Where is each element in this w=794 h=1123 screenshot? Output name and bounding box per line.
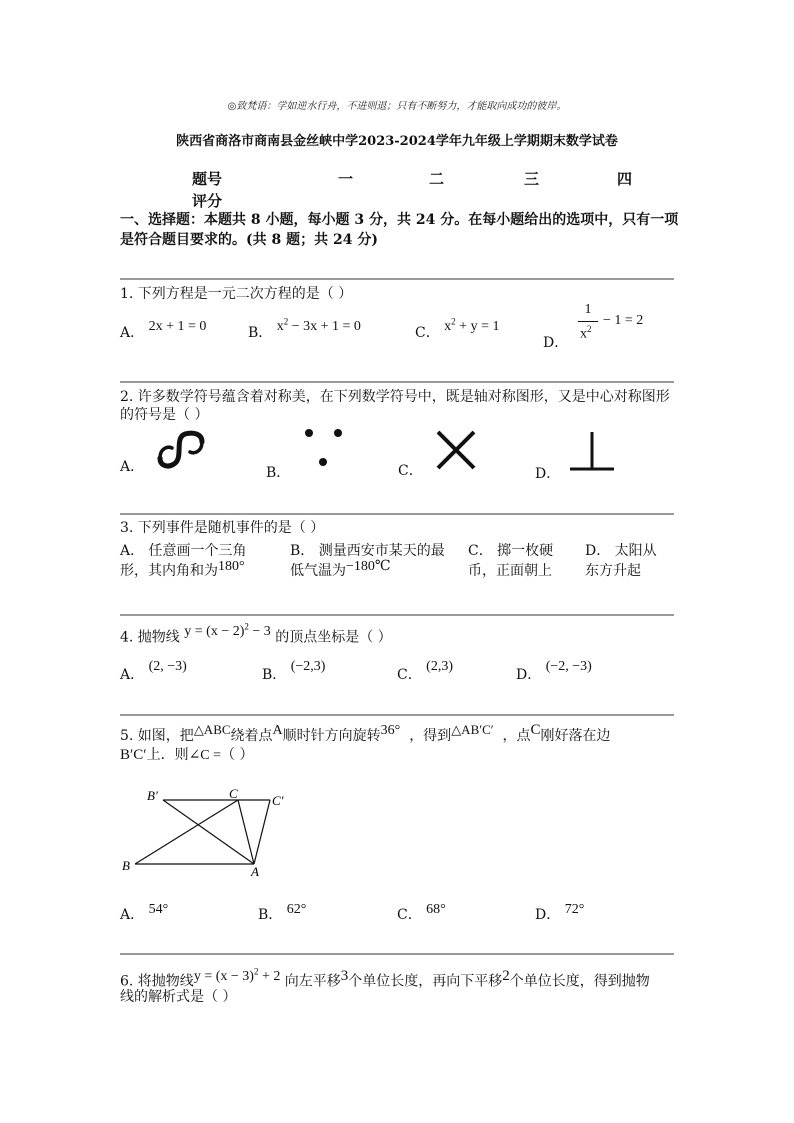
- q3-d-line1: D． 太阳从: [585, 543, 657, 559]
- q4-option-c: [397, 659, 453, 684]
- q2-stem-line1: 2. 许多数学符号蕴含着对称美，在下列数学符号中，既是轴对称图形，又是中心对称图形: [120, 389, 670, 405]
- q5-b-label: B．: [258, 907, 283, 923]
- q4-stem-post: 的顶点坐标是（ ）: [275, 629, 392, 646]
- q4-a-label: A．: [120, 667, 145, 683]
- q4-b-label: B．: [262, 667, 287, 683]
- q3-c-line2: 币，正面朝上: [468, 563, 552, 579]
- q5-fig-label-a: A: [251, 864, 259, 878]
- q6-left-shift: 3: [340, 967, 349, 984]
- q1-c-math-post: + y = 1: [455, 319, 500, 334]
- score-table-score-label: 评分: [192, 192, 223, 210]
- q4-d-label: D．: [516, 667, 542, 683]
- q6-text-2: 向左平移: [284, 973, 341, 990]
- q5-text-8: （ ）: [221, 747, 254, 763]
- q2-a-label: A．: [120, 459, 145, 475]
- q5-b-value: 62°: [286, 902, 307, 917]
- q3-b-text: 低气温为: [290, 563, 346, 579]
- question-divider: [120, 513, 674, 515]
- q1-d-den-base: x: [580, 326, 587, 342]
- q1-d-denominator: [580, 324, 592, 343]
- q6-math-pre: y = (x − 3): [193, 968, 254, 984]
- q2-b-label: B．: [266, 465, 291, 481]
- q5-stem-line2: [120, 746, 254, 765]
- score-table-col-3: 三: [524, 170, 540, 188]
- q5-text-6: 刚好落在边: [540, 728, 611, 744]
- q4-option-b: [262, 659, 326, 684]
- q1-b-math-pre: x: [276, 319, 284, 334]
- q5-fig-edge-bc: [135, 800, 238, 864]
- question-divider: [120, 278, 674, 280]
- score-table-col-4: 四: [617, 170, 633, 188]
- q4-option-a: [120, 659, 187, 684]
- q3-b-line2: [290, 561, 445, 582]
- score-table-col-1: 一: [338, 170, 354, 188]
- q4-a-value: (2, −3): [148, 659, 187, 674]
- exam-title: 陕西省商洛市商南县金丝峡中学2023-2024学年九年级上学期期末数学试卷: [176, 134, 618, 149]
- question-divider: [120, 381, 674, 383]
- q2-c-label: C．: [398, 463, 423, 479]
- q1-b-math-post: − 3x + 1 = 0: [288, 319, 361, 334]
- q4-stem-math-post: − 3: [248, 623, 271, 639]
- q2-c-cross-icon: [432, 426, 480, 474]
- q5-c-label: C．: [397, 907, 422, 923]
- q6-text-3: 个单位长度，再向下平移: [348, 973, 503, 990]
- q3-a-text: 形，其内角和为: [120, 563, 218, 579]
- q5-option-c: [397, 904, 446, 924]
- q4-d-value: (−2, −3): [545, 659, 592, 674]
- q5-fig-label-c1: C′: [272, 793, 284, 808]
- q3-option-c: [468, 541, 553, 581]
- q4-b-value: (−2,3): [290, 659, 326, 674]
- q5-option-d: [535, 904, 584, 924]
- q5-angle-c: ∠C =: [188, 748, 222, 763]
- q6-text-1: 6. 将抛物线: [120, 973, 194, 990]
- q5-fig-label-c: C: [229, 786, 238, 801]
- q1-option-a: [120, 319, 207, 342]
- q5-text-7: 上．则: [146, 747, 189, 763]
- q4-c-value: (2,3): [426, 659, 453, 674]
- q3-a-value: 180°: [218, 559, 245, 574]
- q5-triangle-ab1c1: △AB′C′: [451, 722, 494, 737]
- q5-text-1: 5. 如图，把: [120, 728, 194, 744]
- q3-b-line1: B． 测量西安市某天的最: [290, 543, 445, 559]
- q1-stem: 1. 下列方程是一元二次方程的是（ ）: [120, 286, 353, 302]
- q1-d-rest: − 1 = 2: [603, 313, 644, 328]
- q3-option-d: [585, 541, 657, 581]
- q5-text-2: 绕着点: [230, 728, 273, 744]
- q2-d-perpendicular-icon: [566, 428, 618, 474]
- q2-stem-line2: 的符号是（ ）: [120, 407, 209, 423]
- q5-edge-b1c1: B′C′: [120, 747, 147, 763]
- q2-a-symbol-icon: [152, 428, 210, 472]
- q6-math-sup: 2: [253, 966, 259, 976]
- q1-d-den-sup: 2: [587, 324, 592, 334]
- q6-down-shift: 2: [502, 967, 510, 984]
- q3-c-line1: C． 掷一枚硬: [468, 543, 554, 559]
- q3-option-b: [290, 541, 445, 582]
- q5-text-5: ，点: [502, 728, 531, 744]
- q1-b-label: B．: [248, 325, 273, 341]
- section-heading-line1: 一、选择题：本题共 8 小题，每小题 3 分，共 24 分。在每小题给出的选项中，只有一项: [120, 212, 679, 228]
- q5-text-4: ，得到: [409, 728, 452, 744]
- q5-d-value: 72°: [564, 902, 585, 917]
- q4-option-d: [516, 659, 592, 684]
- q5-triangle-abc: △ABC: [193, 722, 231, 737]
- q3-option-a: [120, 541, 247, 582]
- q6-math-post: + 2: [258, 968, 281, 984]
- question-divider: [120, 953, 674, 955]
- q1-c-math-pre: x: [444, 319, 452, 334]
- q1-a-label: A．: [120, 325, 145, 341]
- q1-option-b: [248, 316, 361, 342]
- motto: ◎致梵语：学如逆水行舟，不进则退；只有不断努力，才能取向成功的彼岸。: [227, 101, 567, 112]
- q1-a-math: 2x + 1 = 0: [148, 319, 207, 334]
- q5-point-a: A: [272, 723, 283, 738]
- q6-stem-line2: 线的解析式是（ ）: [120, 989, 237, 1005]
- q5-point-c: C: [530, 722, 541, 738]
- score-table-col-2: 二: [429, 170, 445, 188]
- q3-a-line2: [120, 561, 247, 582]
- q1-option-c: [415, 316, 500, 342]
- q5-fig-label-b: B: [122, 858, 130, 873]
- q5-option-a: [120, 904, 168, 924]
- q3-d-line2: 东方升起: [585, 563, 641, 579]
- q1-b-math-sup: 2: [283, 316, 289, 327]
- q5-fig-edge-c1a: [254, 800, 270, 864]
- q5-option-b: [258, 904, 306, 924]
- q5-rotation-angle: 36°: [380, 723, 401, 738]
- q5-c-value: 68°: [426, 902, 446, 917]
- q5-text-3: 顺时针方向旋转: [282, 728, 381, 744]
- q5-d-label: D．: [535, 907, 561, 923]
- q3-b-value: −180℃: [346, 559, 391, 574]
- q4-stem-math-pre: y = (x − 2): [184, 623, 245, 639]
- q3-a-line1: A． 任意画一个三角: [120, 543, 247, 559]
- q3-stem: 3. 下列事件是随机事件的是（ ）: [120, 520, 325, 536]
- q2-b-dots-icon: [298, 424, 348, 470]
- q1-option-d-label: D．: [543, 335, 569, 351]
- q1-d-fraction-bar: [578, 321, 598, 322]
- q4-c-label: C．: [397, 667, 422, 683]
- q2-d-label: D．: [535, 466, 561, 482]
- q1-c-label: C．: [415, 325, 440, 341]
- q6-text-4: 个单位长度，得到抛物: [509, 973, 650, 990]
- q5-stem-line1: [120, 722, 611, 746]
- question-divider: [120, 614, 674, 616]
- section-heading-line2: 是符合题目要求的。(共 8 题；共 24 分): [120, 232, 378, 248]
- score-table-row-label: 题号: [192, 170, 223, 188]
- q4-stem-pre: 4. 抛物线: [120, 629, 180, 646]
- q5-fig-label-b1: B′: [147, 788, 158, 803]
- q4-stem-math-sup: 2: [244, 621, 249, 631]
- q5-a-value: 54°: [148, 902, 169, 917]
- q5-a-label: A．: [120, 907, 145, 923]
- q1-c-math-sup: 2: [451, 316, 456, 327]
- q1-d-numerator: 1: [584, 302, 592, 317]
- q4-stem: [120, 621, 392, 648]
- q5-figure: [115, 783, 305, 878]
- question-divider: [120, 714, 674, 716]
